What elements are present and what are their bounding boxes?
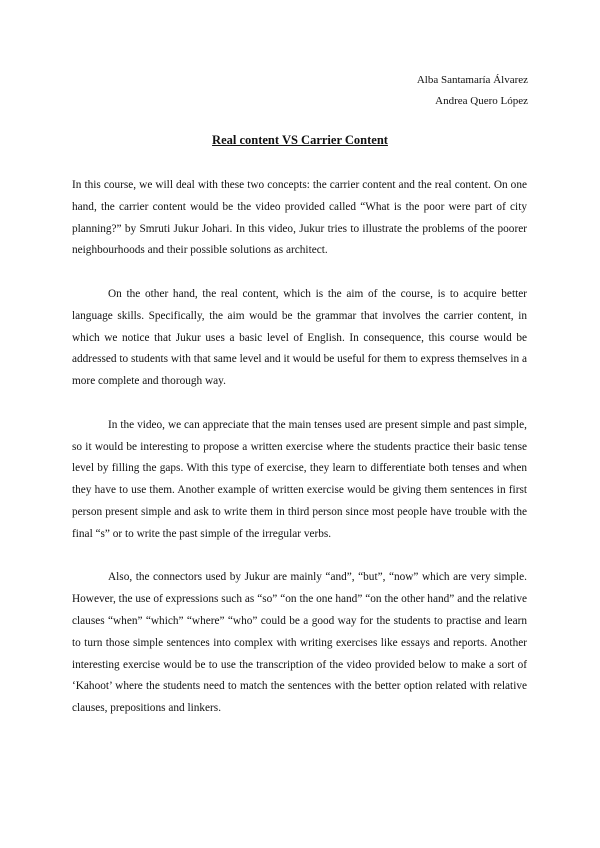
paragraph: Also, the connectors used by Jukur are mainly “and”, “but”, “now” which are very simple. However, the use of expressions such as “so” “on the one hand” “on the other hand” and the relative clauses “when” “which” “where” “who” could be a good way for the students to practise and learn to turn those simple sentences into complex with writing exercises like essays and reports. Another interesting exercise would be to use the transcription of the video provided below to make a sort of ‘Kahoot’ where the students need to match the sentences with the better option related with relative clauses, prepositions and linkers. <box>72 571 527 715</box>
paragraph: In this course, we will deal with these two concepts: the carrier content and the real content. On one hand, the carrier content would be the video provided called “What is the poor were part of city planning?” by Smruti Jukur Johari. In this video, Jukur tries to illustrate the problems of the poorer neighbourhoods and their possible solutions as architect. <box>72 179 527 257</box>
paragraph: In the video, we can appreciate that the main tenses used are present simple and past simple, so it would be interesting to propose a written exercise where the students practice their basic tense level by filling the gaps. With this type of exercise, they learn to differentiate both tenses and when they have to use them. Another example of written exercise would be giving them sentences in first person present simple and ask to write them in third person since most people have trouble with the final “s” or to write the past simple of the irregular verbs. <box>72 418 527 540</box>
paragraph: On the other hand, the real content, which is the aim of the course, is to acquire better language skills. Specifically, the aim would be the grammar that involves the carrier content, in which we notice that Jukur uses a basic level of English. In consequence, this course would be addressed to students with that same level and it would be useful for them to express themselves in a more complete and thorough way. <box>72 287 527 388</box>
document-title: Real content VS Carrier Content <box>212 133 388 147</box>
author-block <box>417 70 528 112</box>
author-name: Andrea Quero López <box>435 95 528 107</box>
author-name: Alba Santamaría Álvarez <box>416 74 528 86</box>
document-body <box>72 175 527 742</box>
